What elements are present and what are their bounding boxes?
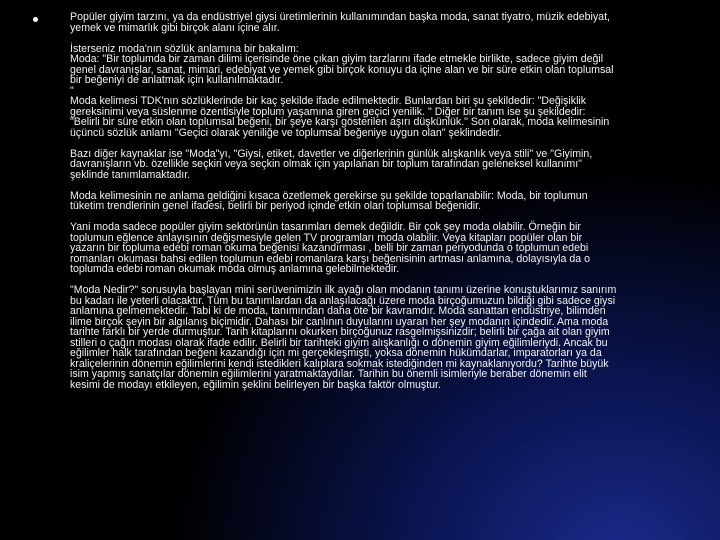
text-line: romanları okuması bahsi edilen toplumun edebi romanlara karşı beğenisinin artması anlamına, dolayısıyla da o: [70, 252, 590, 265]
text-line: tüketim trendlerinin genel ifadesi, belirli bir periyod içinde etkin olan toplumsal beğenidir.: [70, 200, 482, 212]
bullet-dot-icon: [33, 17, 38, 22]
text-line: kraliçelerinin dönemin eğilimlerini kendi istedikleri kalıplara sokmak istediğinden mi kaynaklanıyordu? Tarihte büyük: [70, 357, 609, 370]
paragraph-dictionary: [70, 44, 690, 139]
paragraph-examples: [70, 222, 690, 275]
text-line: bir beğeniyi de anlatmak için kullanılmaktadır.: [70, 74, 284, 86]
text-line: ": [70, 84, 74, 97]
text-line: "Moda Nedir?" sorusuyla başlayan mini serüvenimizin ilk ayağı olan modanın tanımı üzerine konuştuklarımız sanırım: [70, 284, 617, 296]
text-line: yemek ve mimarlık gibi birçok alanı içine alır.: [70, 21, 280, 34]
text-line: gereksinimi veya süslenme özentisiyle toplum yaşamına giren geçici yenilik. " Diğer bir tanım ise şu şekildedir:: [70, 105, 586, 118]
text-line: ilime birçok şeyin bir algılanış biçimidir. Dahası bir canlının duyularını uyaran her şey modanın içindedir. Ama moda: [70, 315, 609, 328]
text-line: Popüler giyim tarzını, ya da endüstriyel giysi üretimlerinin kullanımından başka moda, sanat tiyatro, müzik edebiyat,: [70, 11, 610, 23]
text-line: şeklinde tanımlamaktadır.: [70, 168, 191, 181]
text-line: bu kadarı ile yeterli olacaktır. Tüm bu tanımlardan da anlaşılacağı üzere moda birçoğumuzun bildiği gibi sadece giysi: [70, 294, 616, 307]
text-line: Moda kelimesi TDK'nın sözlüklerinde bir kaç şekilde ifade edilmektedir. Bunlardan biri şu şekildedir: "Değişiklik: [70, 95, 587, 107]
text-line: üçüncü sözlük anlamı "Geçici olarak yeniliğe ve toplumsal beğeniye uygun olan" şeklindedir.: [70, 126, 502, 139]
paragraph-summary: [70, 191, 690, 212]
text-line: "Belirli bir süre etkin olan toplumsal beğeni, bir şeye karşı gösterilen aşırı düşkünlük." Son olarak, moda kelimesinin: [70, 116, 610, 128]
paragraph-other-sources: [70, 149, 690, 181]
text-line: Moda: "Bir toplumda bir zaman dilimi içerisinde öne çıkan giyim tarzlarını ifade etmekle birlikte, sadece giyim değil: [70, 53, 604, 65]
text-line: anlamına gelmemektedir. Tabi ki de moda, tanımından daha öte bir kavramdır. Moda sanattan endüstriye, bilimden: [70, 305, 606, 317]
text-line: toplumda edebi roman okumak moda olmuş anlamına gelebilmektedir.: [70, 263, 400, 275]
text-line: tarihte farklı bir yerde durmuştur. Tarih kitaplarını okurken birçoğunuz rasgelmişsinizdir; belirli bir çağa ait olan giyim: [70, 326, 610, 338]
paragraph-intro: [70, 12, 690, 33]
text-line: genel davranışlar, sanat, mimari, edebiyat ve yemek gibi birçok konuyu da içine alan ve bir süre etkin olan toplumsal: [70, 63, 614, 76]
text-line: isim yapmış sanatçılar dönemin eğilimlerini yaratmaktaydılar. Tarihin bu önemli isimleriyle beraber dönemin elit: [70, 368, 587, 380]
text-line: Yani moda sadece popüler giyim sektörünün tasarımları demek değildir. Bir çok şey moda olabilir. Örneğin bir: [70, 221, 581, 233]
text-line: eğilimler halk tarafından beğeni kazandığı için mi gerçekleşmişti, yoksa dönemin hükümdarlar, imparatorları ya da: [70, 347, 602, 359]
paragraph-history: [70, 285, 690, 390]
text-line: Bazı diğer kaynaklar ise "Moda"yı, "Giysi, etiket, davetler ve diğerlerinin günlük alışkanlık veya stili" ve "Giyimin,: [70, 147, 593, 160]
text-line: toplumun eğlence anlayışının değişmesiyle gelen TV programları moda olabilir. Veya kitapları popüler olan bir: [70, 231, 583, 244]
slide-body: [70, 12, 690, 401]
text-line: Moda kelimesinin ne anlama geldiğini kısaca özetlemek gerekirse şu şekilde toparlanabilir: Moda, bir toplumun: [70, 189, 588, 202]
text-line: stilleri o çağın modası olarak ifade edilir. Belirli bir tarihteki giyim alışkanlığı o dönemin giyim eğilimleriydi. Ancak bu: [70, 336, 608, 349]
text-line: İsterseniz moda'nın sözlük anlamına bir bakalım:: [70, 42, 299, 55]
text-line: kesimi de modayı etkileyen, eğilimin şeklini belirleyen bir başka faktör olmuştur.: [70, 378, 441, 391]
text-line: yazarın bir topluma edebi roman okuma beğenisi kazandırması , belli bir zaman periyodunda o toplumun edebi: [70, 242, 589, 254]
text-line: davranışların vb. özellikle seçkin veya seçkin olmak için yapılanan bir toplum tarafından geleneksel kullanımı": [70, 158, 582, 170]
